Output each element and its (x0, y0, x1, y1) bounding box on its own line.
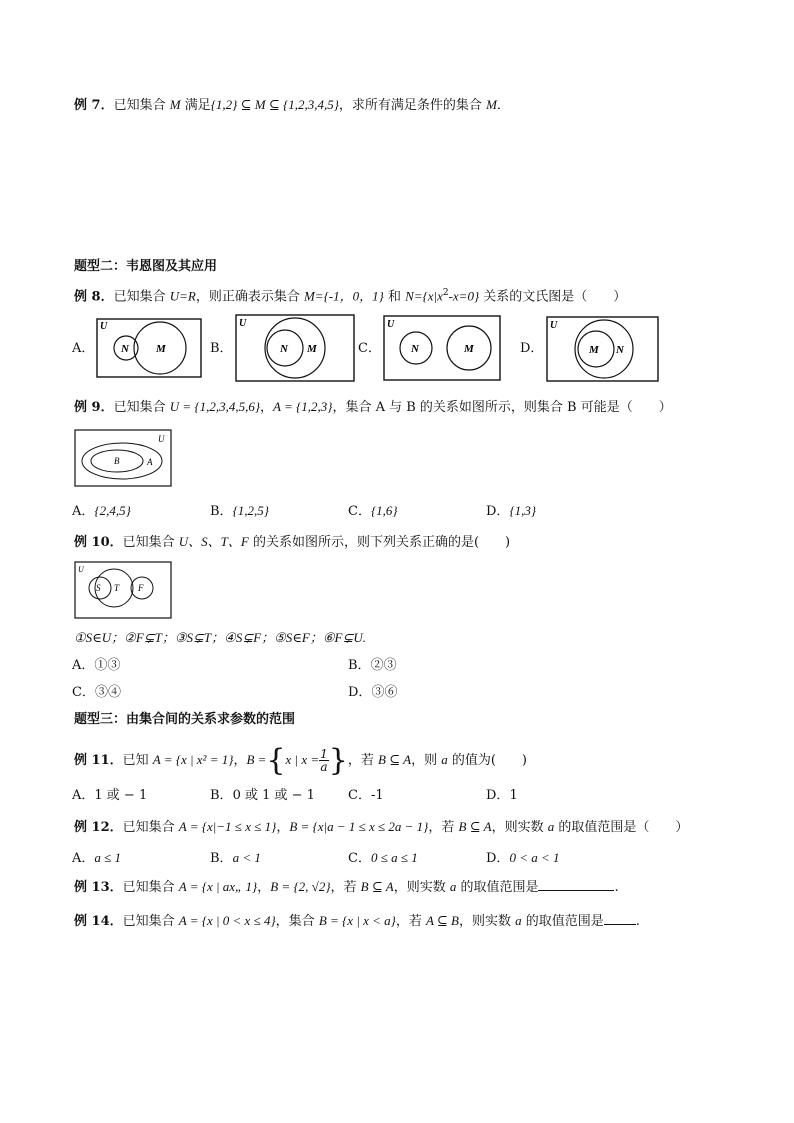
set-b-prefix: B = (246, 752, 267, 767)
label-u: U (158, 434, 165, 444)
example-13 (74, 878, 619, 897)
example-13-text-4: 的取值范围是 (456, 880, 539, 895)
label-n: N (121, 343, 129, 355)
period: . (635, 914, 640, 929)
section-3-title: 题型三：由集合间的关系求参数的范围 (74, 712, 296, 727)
answer-blank[interactable] (604, 912, 636, 925)
example-14-label: 例 14． (74, 914, 123, 929)
example-8-label: 例 8． (74, 289, 114, 305)
example-12-label: 例 12． (74, 820, 123, 835)
var-a: a (441, 752, 448, 767)
example-10-text: 已知集合 (122, 535, 179, 550)
ex8-venn-b[interactable] (235, 314, 355, 382)
example-14-text-2: ，集合 (275, 914, 319, 929)
condition: A ⊆ B (425, 913, 459, 928)
set-a: A = {x | ax„ 1} (178, 879, 258, 894)
example-8-text: 已知集合 (113, 289, 170, 305)
set-a: A = {x|−1 ≤ x ≤ 1} (178, 819, 277, 834)
ex11-option-c[interactable]: C．-1 (348, 788, 384, 803)
example-11-text-4: 的值为( ) (447, 753, 527, 768)
ex8-venn-c[interactable] (383, 315, 501, 381)
example-9-label: 例 9． (74, 400, 114, 415)
label-n: N (616, 344, 624, 356)
example-13-text-2: ，若 (330, 880, 361, 895)
set-b-inner: x | x = (285, 752, 320, 767)
example-9-text: 已知集合 (113, 400, 170, 415)
circle-n (575, 320, 633, 378)
example-11-text-3: ，则 (411, 753, 442, 768)
example-7-label: 例 7． (74, 98, 114, 113)
left-brace: { (266, 743, 286, 778)
subset-symbol-2: ⊆ (265, 97, 284, 112)
label-s: S (96, 583, 101, 593)
example-13-text-3: ，则实数 (393, 880, 450, 895)
ex11-option-b[interactable]: B．0 或 1 或 − 1 (210, 788, 315, 803)
set-m: M={-1，0，1} (303, 288, 384, 304)
label-u: U (100, 321, 108, 332)
subset-symbol: ⊆ (237, 97, 255, 112)
example-14-text-5: 的取值范围是 (521, 914, 604, 929)
set-u: U = {1,2,3,4,5,6} (169, 399, 261, 414)
set-a: A = {x | 0 < x ≤ 4} (178, 913, 276, 928)
example-11-text-2: ，若 (347, 753, 379, 768)
ex10-option-c[interactable]: C．③④ (72, 685, 121, 700)
ex12-option-b[interactable]: B．a < 1 (210, 850, 261, 866)
universal-set-box (236, 315, 354, 381)
label-b: B (114, 456, 120, 466)
set-a: A = {1,2,3} (273, 399, 333, 414)
ex10-option-a[interactable]: A．①③ (72, 658, 121, 673)
period: . (614, 880, 619, 895)
ex10-venn-diagram (74, 561, 172, 619)
label-u: U (78, 565, 84, 574)
example-7-text-3: ，求所有满足条件的集合 (338, 98, 487, 113)
label-u: U (387, 319, 395, 330)
var-m-2: M (254, 97, 266, 112)
section-2-title: 题型二：韦恩图及其应用 (74, 259, 218, 274)
ex9-option-a[interactable]: A．{2,4,5} (72, 503, 131, 519)
example-7-text-2: 满足 (180, 98, 211, 113)
label-m: M (589, 344, 599, 356)
label-u: U (550, 320, 558, 331)
set-b: B = {x | x < a} (318, 913, 396, 928)
example-8-text-3: 和 (383, 289, 406, 305)
set-b: {1,2,3,4,5} (283, 97, 339, 112)
ex12-option-c[interactable]: C．0 ≤ a ≤ 1 (348, 850, 418, 866)
example-14 (74, 912, 640, 931)
comma: ， (260, 400, 274, 415)
example-10 (74, 533, 510, 552)
label-t: T (114, 583, 120, 593)
example-10-label: 例 10． (74, 535, 123, 550)
example-14-text-4: ，则实数 (459, 914, 516, 929)
condition: B ⊆ A (360, 879, 394, 894)
example-12 (74, 818, 688, 837)
ex8-option-c-letter[interactable]: C． (358, 341, 381, 356)
ex8-venn-a[interactable] (96, 318, 202, 378)
example-12-text-3: ，则实数 (491, 820, 548, 835)
example-9 (74, 398, 672, 417)
set-b: B = {2, √2} (270, 879, 331, 894)
label-f: F (138, 583, 144, 593)
ex10-option-d[interactable]: D．③⑥ (348, 685, 398, 700)
answer-blank[interactable] (538, 878, 614, 891)
example-12-text-2: ，若 (428, 820, 459, 835)
ex8-option-d-letter[interactable]: D． (520, 341, 544, 356)
example-9-text-2: ，集合 A 与 B 的关系如图所示，则集合 B 可能是（ ） (332, 400, 672, 415)
ex12-option-d[interactable]: D．0 < a < 1 (486, 850, 560, 866)
example-13-label: 例 13． (74, 880, 123, 895)
example-10-text-2: 的关系如图所示，则下列关系正确的是( ) (248, 535, 511, 550)
superscript-2: 2 (442, 288, 449, 298)
ex10-option-b[interactable]: B．②③ (348, 658, 397, 673)
condition: B ⊆ A (458, 819, 492, 834)
label-m: M (464, 343, 474, 355)
example-14-text-3: ，若 (395, 914, 426, 929)
set-n-part1: N={x|x (405, 288, 443, 304)
universal-set-box (384, 316, 500, 380)
var-a: a (547, 819, 555, 834)
ex11-option-d[interactable]: D．1 (486, 788, 518, 803)
example-8-text-2: ，则正确表示集合 (195, 289, 304, 305)
ex12-option-a[interactable]: A．a ≤ 1 (72, 850, 122, 866)
example-8-text-4: 关系的文氏图是（ ） (479, 289, 627, 305)
example-7 (74, 96, 510, 115)
label-m: M (307, 343, 317, 355)
example-7-end: ． (496, 98, 510, 113)
ex8-option-a-letter[interactable]: A． (72, 341, 95, 356)
ex9-venn-diagram (74, 429, 172, 487)
example-7-text: 已知集合 (113, 98, 170, 113)
label-a: A (147, 457, 153, 467)
ex11-option-a[interactable]: A．1 或 − 1 (72, 788, 148, 803)
fraction-one-over-a: $\frac{1}{a}$ (320, 747, 328, 774)
var-m-3: M (486, 97, 497, 112)
ex8-venn-d[interactable] (546, 316, 659, 382)
comma: ， (276, 820, 290, 835)
var-m: M (169, 97, 181, 112)
label-n: N (411, 343, 419, 355)
sets-u-s-t-f: U、S、T、F (178, 534, 249, 549)
label-n: N (280, 343, 288, 355)
example-14-text: 已知集合 (122, 914, 179, 929)
universal-set-box (75, 430, 171, 486)
condition: B ⊆ A (378, 752, 412, 767)
example-11-label: 例 11． (74, 753, 123, 768)
example-8 (74, 284, 626, 306)
universal-set-box (547, 317, 658, 381)
example-11-text: 已知 (122, 753, 153, 768)
comma: ， (257, 880, 271, 895)
example-11 (74, 743, 527, 778)
ex8-option-b-letter[interactable]: B． (210, 341, 233, 356)
ex9-option-c[interactable]: C．{1,6} (348, 503, 398, 519)
right-brace: } (328, 743, 348, 778)
equation-u-r: U=R (169, 288, 196, 304)
var-a: a (515, 913, 522, 928)
universal-set-box (97, 319, 201, 377)
set-n-part2: -x=0} (448, 288, 480, 304)
ex9-option-d[interactable]: D．{1,3} (486, 503, 537, 519)
var-a: a (449, 879, 457, 894)
label-m: M (156, 343, 166, 355)
example-12-text: 已知集合 (122, 820, 179, 835)
example-13-text: 已知集合 (122, 880, 179, 895)
ex10-statements: ①S∈U；②F⊊T；③S⊊T；④S⊊F；⑤S∈F；⑥F⊊U. (74, 630, 366, 645)
example-12-text-4: 的取值范围是（ ） (554, 820, 689, 835)
ex9-option-b[interactable]: B．{1,2,5} (210, 503, 269, 519)
label-u: U (239, 318, 247, 329)
comma: ， (233, 753, 247, 768)
set-b: B = {x|a − 1 ≤ x ≤ 2a − 1} (289, 819, 429, 834)
set-a: {1,2} (210, 97, 238, 112)
set-a: A = {x | x² = 1} (152, 752, 234, 767)
